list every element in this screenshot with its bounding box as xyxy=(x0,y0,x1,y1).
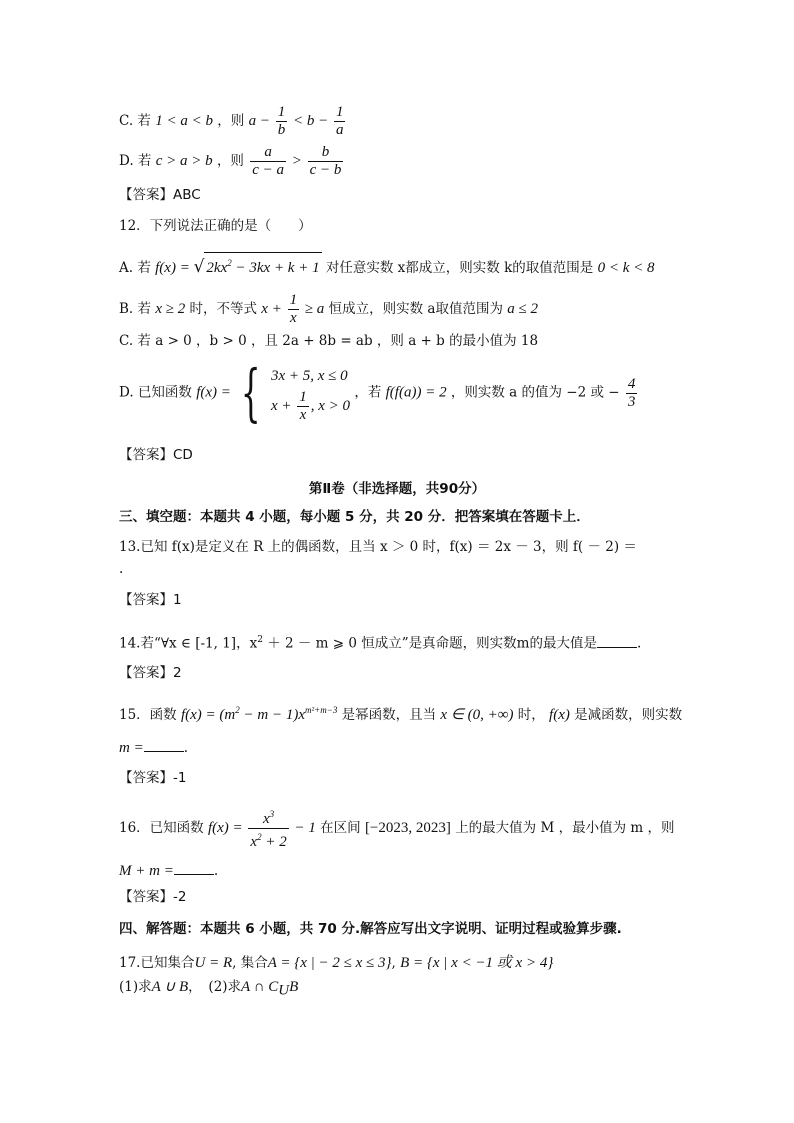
fraction: $\frac{1}{x}$ xyxy=(299,388,307,423)
case-2-tail: , x > 0 xyxy=(310,397,351,414)
q12-b-mid: 时，不等式 xyxy=(189,300,257,317)
q17-universe: U = R xyxy=(194,955,233,971)
q11-d-prefix: D. 若 xyxy=(119,152,152,169)
q17-part1-label: (1)求 xyxy=(119,979,152,995)
q17-mid: , 集合 xyxy=(232,955,268,971)
q12-d-mid: ，若 xyxy=(354,384,382,401)
q17-set-b: B = {x | x < −1 或 x > 4} xyxy=(400,955,554,971)
q17-line-1: 17.已知集合U = R, 集合A = {x | − 2 ≤ x ≤ 3}, B = {x | x < −1 或 x > 4} xyxy=(119,955,554,971)
case-2: x + $\frac{1}{x}$ , x > 0 xyxy=(270,388,351,423)
q16-line-1 xyxy=(119,806,674,851)
q12-d-cases xyxy=(271,363,350,424)
q12-a-range: 0 < k < 8 xyxy=(597,260,655,276)
q14-end: . xyxy=(636,635,642,652)
q15-function: $f(x) = (m^2 - m - 1)x^{m^2+m-3}$ xyxy=(180,705,338,723)
fraction: $\frac{x^3}{x^2 + 2}$ xyxy=(248,806,288,851)
q11-option-d xyxy=(119,144,345,179)
q12-a-tail: 对任意实数 x都成立，则实数 k的取值范围是 xyxy=(325,260,594,276)
q14-line: 14.若“∀x ∈ [-1, 1]，$x^2 + 2 - m$ ⩾ 0 恒成立”是真命题，则实数m的最大值是 . xyxy=(119,630,641,654)
q17-complement-sub: U xyxy=(278,982,290,999)
q15-pre: 15．函数 xyxy=(119,707,177,723)
section-3-heading: 三、填空题：本题共 4 小题，每小题 5 分，共 20 分．把答案填在答题卡上． xyxy=(119,509,590,525)
q17-intersection: A ∩ C xyxy=(241,979,279,995)
q11-c-expr: a − $\frac{1}{b}$ < b − $\frac{1}{a}$ xyxy=(248,104,344,138)
q12-b-tail: 恒成立，则实数 a取值范围为 xyxy=(328,300,503,317)
fraction: $\frac{1}{a}$ xyxy=(335,104,344,138)
q17-line-2 xyxy=(119,977,298,1001)
q11-c-mid: ，则 xyxy=(217,112,245,129)
q15-domain: x ∈ (0, +∞) xyxy=(440,707,514,723)
fraction: $\frac{b}{c - b}$ xyxy=(309,144,342,178)
q17-pre: 17.已知集合 xyxy=(119,955,195,971)
fraction: $\frac{4}{3}$ xyxy=(627,375,636,410)
q11-option-c xyxy=(119,104,347,139)
answer-blank xyxy=(144,737,184,752)
q15-mid2: 时， xyxy=(517,707,545,723)
answer-q12: 【答案】CD xyxy=(119,447,193,463)
q12-b-condition: x ≥ 2 xyxy=(155,300,186,317)
q11-d-condition: c > a > b xyxy=(155,152,213,169)
q12-a-function: f(x) = xyxy=(155,260,194,276)
q16-pre: 16．已知函数 xyxy=(119,819,204,836)
q12-b-range: a ≤ 2 xyxy=(507,300,538,317)
q12-stem: 12．下列说法正确的是（ ） xyxy=(119,218,312,234)
section-4-heading: 四、解答题：本题共 6 小题，共 70 分.解答应写出文字说明、证明过程或验算步骤. xyxy=(119,921,622,937)
q12-option-d xyxy=(119,356,639,429)
q12-d-tail: ，则实数 a 的值为 −2 或 − xyxy=(450,384,620,401)
q12-d-equation: f(f(a)) = 2 xyxy=(385,384,447,401)
q16-line2-text: M + m = xyxy=(119,863,174,879)
answer-blank xyxy=(597,633,637,648)
q12-d-prefix: D. 已知函数 xyxy=(119,384,192,401)
q15-line-1 xyxy=(119,700,682,725)
q16-interval: [−2023, 2023] xyxy=(364,819,451,836)
fraction: $\frac{1}{b}$ xyxy=(277,104,286,138)
q12-option-a xyxy=(119,252,654,278)
q11-d-mid: ，则 xyxy=(216,152,244,169)
q13-line-2: . xyxy=(119,561,124,577)
q11-c-condition: 1 < a < b xyxy=(155,112,213,129)
q15-post: 是减函数，则实数 xyxy=(574,707,683,723)
answer-q13: 【答案】1 xyxy=(119,592,182,608)
sqrt-icon: √ xyxy=(193,257,205,277)
q16-line-2 xyxy=(119,860,218,881)
q12-c-text: a > 0 ，b > 0 ，且 2a + 8b = ab ，则 a + b 的最小值为 18 xyxy=(155,333,539,349)
q11-d-expr: $\frac{a}{c - a}$ > $\frac{b}{c - b}$ xyxy=(252,144,342,178)
q15-end: . xyxy=(183,740,189,756)
answer-q14: 【答案】2 xyxy=(119,665,182,681)
q15-line2-text: m = xyxy=(119,740,144,756)
q12-d-function: f(x) = xyxy=(196,384,231,401)
q12-b-prefix: B. 若 xyxy=(119,300,152,317)
brace-icon: { xyxy=(241,356,261,429)
q16-mid: 在区间 xyxy=(320,819,361,836)
q15-mid: 是幂函数，且当 xyxy=(341,707,437,723)
q17-set-b-ref: B xyxy=(289,979,299,995)
q12-a-radicand: $2kx^2 - 3kx + k + 1$ xyxy=(204,252,321,278)
answer-blank xyxy=(174,860,214,875)
q12-a-prefix: A. 若 xyxy=(119,260,151,276)
answer-q16: 【答案】-2 xyxy=(119,889,187,905)
q15-line-2 xyxy=(119,737,188,758)
answer-q15: 【答案】-1 xyxy=(119,770,187,786)
section-heading: 第Ⅱ卷（非选择题，共90分） xyxy=(308,481,486,497)
q16-function: f(x) = $\frac{x^3}{x^2 + 2}$ − 1 xyxy=(208,820,316,836)
q17-union: A ∪ B xyxy=(151,979,189,995)
fraction: $\frac{1}{x}$ xyxy=(289,292,298,326)
answer-q11: 【答案】ABC xyxy=(119,187,201,203)
q16-post: 上的最大值为 M ，最小值为 m ，则 xyxy=(455,819,675,836)
q14-post: ＋ 2 － m ⩾ 0 恒成立”是真命题，则实数m的最大值是 xyxy=(262,635,597,652)
q17-set-a: A = {x | − 2 ≤ x ≤ 3} xyxy=(267,955,392,971)
q11-c-prefix: C. 若 xyxy=(119,112,151,129)
q12-option-c xyxy=(119,331,538,351)
q16-end: . xyxy=(213,863,219,879)
q14-pre: 14.若“∀x ∈ [-1, 1]，x xyxy=(119,635,258,652)
q15-fx: f(x) xyxy=(549,707,570,723)
q17-part2-label: ， (2)求 xyxy=(188,979,242,995)
q12-option-b xyxy=(119,292,538,327)
fraction: $\frac{a}{c - a}$ xyxy=(252,144,285,178)
q13-line-1: 13.已知 f(x)是定义在 R 上的偶函数，且当 x ＞ 0 时，f(x) ＝ 2x － 3，则 f( － 2) ＝ xyxy=(119,539,637,555)
case-1: 3x + 5, x ≤ 0 xyxy=(270,367,348,384)
q12-b-inequality: x + $\frac{1}{x}$ ≥ a xyxy=(261,292,325,326)
q12-c-prefix: C. 若 xyxy=(119,333,151,349)
